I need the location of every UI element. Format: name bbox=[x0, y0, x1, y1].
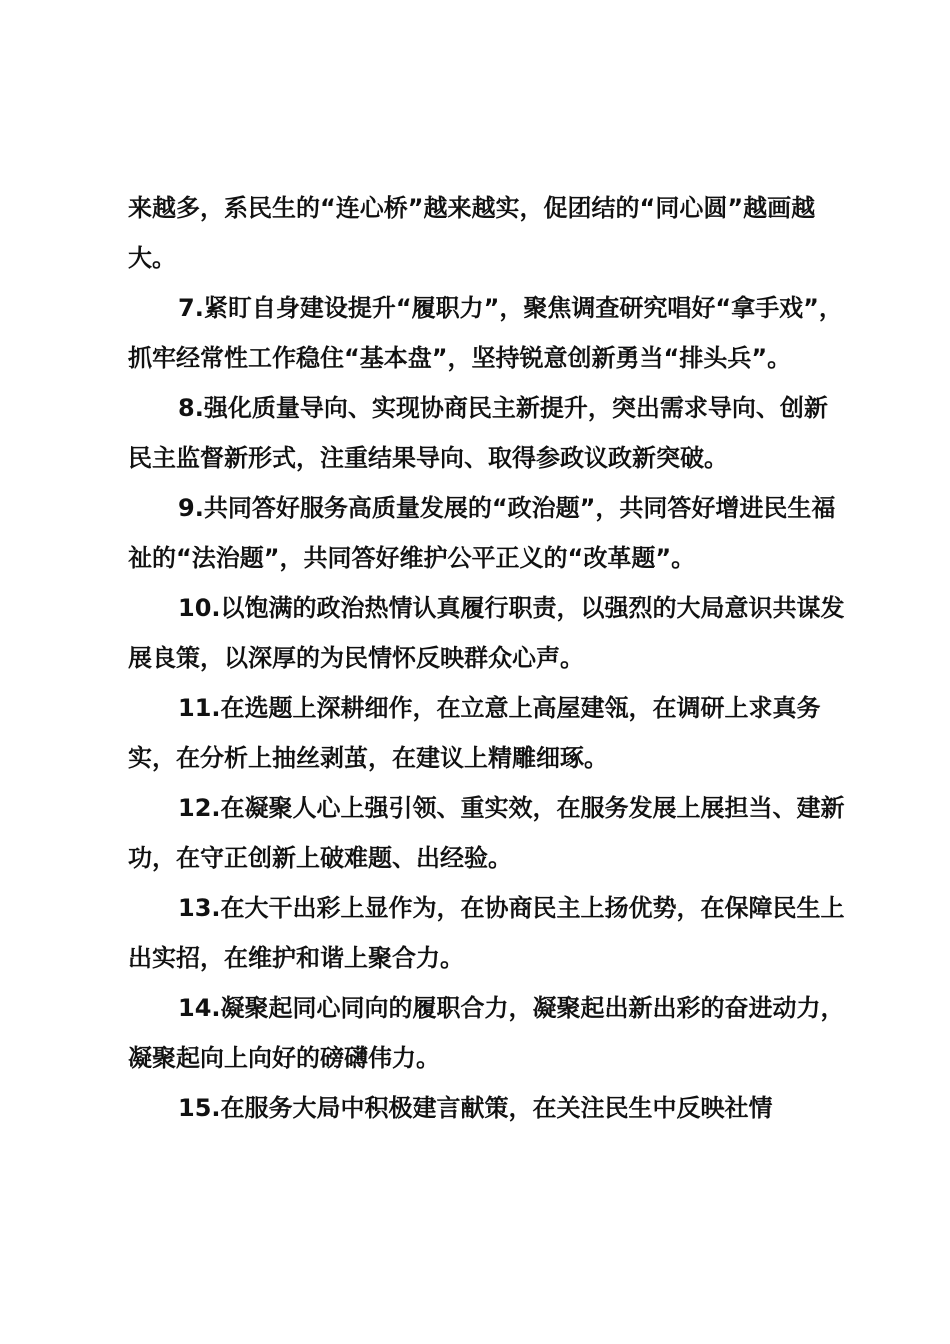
paragraph-item-10: 10.以饱满的政治热情认真履行职责，以强烈的大局意识共谋发展良策，以深厚的为民情怀反映群众心声。 bbox=[128, 594, 845, 672]
paragraph-item-8: 8.强化质量导向、实现协商民主新提升，突出需求导向、创新民主监督新形式，注重结果导向、取得参政议政新突破。 bbox=[128, 394, 828, 472]
paragraph-item-15: 15.在服务大局中积极建言献策，在关注民生中反映社情 bbox=[178, 1094, 773, 1122]
paragraph-item-11: 11.在选题上深耕细作，在立意上高屋建瓴，在调研上求真务实，在分析上抽丝剥茧，在建议上精雕细琢。 bbox=[128, 694, 821, 772]
paragraph-item-7: 7.紧盯自身建设提升“履职力”，聚焦调查研究唱好“拿手戏”，抓牢经常性工作稳住“基本盘”，坚持锐意创新勇当“排头兵”。 bbox=[128, 294, 843, 372]
document-body bbox=[128, 183, 848, 1133]
paragraph-continuation: 来越多，系民生的“连心桥”越来越实，促团结的“同心圆”越画越大。 bbox=[128, 194, 816, 272]
paragraph-item-9: 9.共同答好服务高质量发展的“政治题”，共同答好增进民生福祉的“法治题”，共同答好维护公平正义的“改革题”。 bbox=[128, 494, 836, 572]
paragraph-item-12: 12.在凝聚人心上强引领、重实效，在服务发展上展担当、建新功，在守正创新上破难题、出经验。 bbox=[128, 794, 845, 872]
paragraph-item-14: 14.凝聚起同心同向的履职合力，凝聚起出新出彩的奋进动力，凝聚起向上向好的磅礴伟力。 bbox=[128, 994, 845, 1072]
paragraph-item-13: 13.在大干出彩上显作为，在协商民主上扬优势，在保障民生上出实招，在维护和谐上聚合力。 bbox=[128, 894, 845, 972]
